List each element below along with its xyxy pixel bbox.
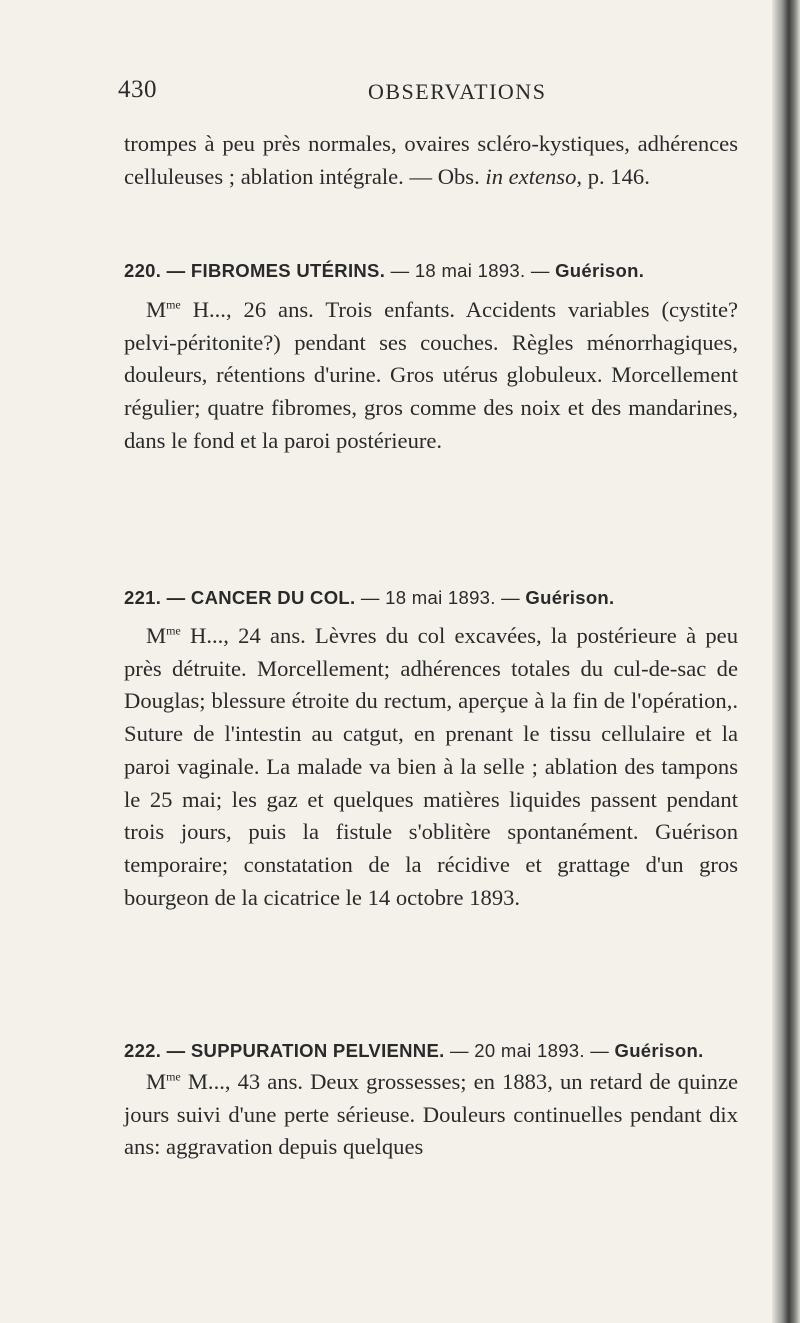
entry-221-body xyxy=(124,620,738,914)
patient-title-sup: me xyxy=(166,297,181,312)
running-head xyxy=(0,74,780,114)
entry-220-heading xyxy=(124,260,744,282)
entry-221-heading xyxy=(124,587,744,609)
entry-title: — SUPPURATION PELVIENNE. xyxy=(166,1040,445,1061)
entry-number: 220. xyxy=(124,260,162,281)
entry-date: — 18 mai 1893. — xyxy=(360,587,520,608)
entry-body-text: M..., 43 ans. Deux grossesses; en 1883, un retard de quinze jours suivi d'une perte sérieuse. Douleurs continuelles pendant dix ans: aggravation depuis quelques xyxy=(124,1069,738,1160)
entry-outcome: Guérison. xyxy=(614,1040,704,1061)
patient-title-sup: me xyxy=(166,623,181,638)
page-binding-edge xyxy=(772,0,800,1323)
running-head-title: OBSERVATIONS xyxy=(368,79,547,104)
entry-title: — FIBROMES UTÉRINS. xyxy=(166,260,386,281)
patient-title: M xyxy=(146,297,167,322)
entry-outcome: Guérison. xyxy=(525,587,615,608)
page-number: 430 xyxy=(118,76,157,103)
entry-date: — 20 mai 1893. — xyxy=(450,1040,610,1061)
entry-body-text: H..., 24 ans. Lèvres du col excavées, la postérieure à peu près détruite. Morcellement; adhérences totales du cul-de-sac de Douglas; blessure étroite du rectum, aperçue à la fin de l'opération,. Suture de l'intestin au catgut, en prenant le tissu cellulaire et la paroi vaginale. La malade va bien à la selle ; ablation des tampons le 25 mai; les gaz et quelques matières liquides passent pendant trois jours, puis la fistule s'oblitère spontanément. Guérison temporaire; constatation de la récidive et grattage d'un gros bourgeon de la cicatrice le 14 octobre 1893. xyxy=(124,623,738,910)
entry-title: — CANCER DU COL. xyxy=(166,587,356,608)
entry-outcome: Guérison. xyxy=(555,260,645,281)
entry-body-text: H..., 26 ans. Trois enfants. Accidents variables (cystite? pelvi-péritonite?) pendant ses couches. Règles ménorrhagiques, douleurs, rétentions d'urine. Gros utérus globuleux. Morcellement régulier; quatre fibromes, gros comme des noix et des mandarines, dans le fond et la paroi postérieure. xyxy=(124,297,738,453)
intro-italic: in extenso xyxy=(485,163,577,189)
entry-number: 221. xyxy=(124,587,162,608)
patient-title: M xyxy=(146,623,167,648)
intro-tail: , p. 146. xyxy=(576,163,650,189)
entry-222-heading xyxy=(124,1040,744,1062)
entry-222-body xyxy=(124,1066,738,1164)
entry-220-body xyxy=(124,294,738,458)
patient-title-sup: me xyxy=(166,1069,181,1084)
intro-paragraph xyxy=(124,128,738,193)
entry-date: — 18 mai 1893. — xyxy=(390,260,550,281)
entry-number: 222. xyxy=(124,1040,162,1061)
patient-title: M xyxy=(146,1069,167,1094)
intro-text: trompes à peu près normales, ovaires scléro-kystiques, adhérences celluleuses ; ablation intégrale. — Obs. xyxy=(124,131,738,189)
